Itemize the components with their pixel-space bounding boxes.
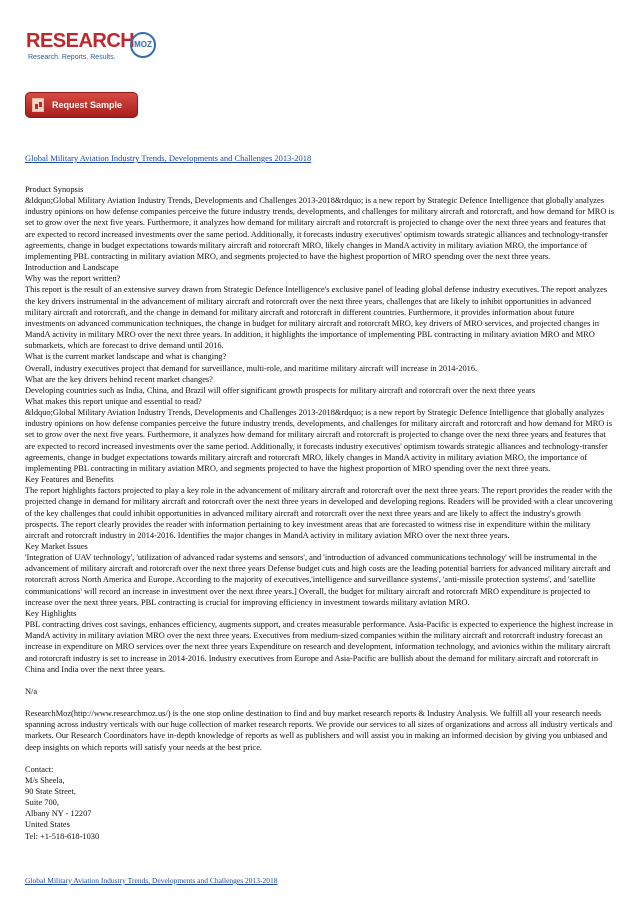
request-sample-label: Request Sample <box>52 100 123 110</box>
about-paragraph: ResearchMoz(http://www.researchmoz.us/) is the one stop online destination to find and buy market research reports & Industry Analysis. We fulfill all your research needs spanning across industry verticals with our huge collection of market research reports. We provide our services to all sizes of organizations and across all industry verticals and markets. Our Research Coordinators have in-depth knowledge of reports as well as publishers and will assist you in making an informed decision by giving you unbiased and deep insights on which reports will satisfy your needs at the best price. <box>25 709 613 752</box>
body-line: Key Highlights <box>25 608 77 618</box>
body-line: Product Synopsis <box>25 185 84 194</box>
body-line: What is the current market landscape and what is changing? <box>25 352 227 362</box>
body-line: 'Integration of UAV technology', 'utilization of advanced radar systems and sensors', and 'introduction of advanced communications technology' will be instrumental in the advancement of military aircraft and rotorcraft over the next three years Defense budget cuts and high costs are the leading potential barriers for advanced military aircraft and rotorcraft across North America and Europe. According to the majority of executives,'intelligence and surveillance systems', 'anti-missile protection systems', and 'satellite communications' will record an increase in investment over the next three years.] Overall, the budget for military aircraft and rotorcraft MRO expenditure is projected to increase over the next three years. PBL contracting is crucial for improving efficiency in investment towards military aviation MRO. <box>25 553 611 607</box>
footer-title-link[interactable]: Global Military Aviation Industry Trends, Developments and Challenges 2013-2018 <box>25 876 278 885</box>
researchmoz-logo <box>26 30 156 70</box>
body-line: Key Market Issues <box>25 542 88 551</box>
body-line: Introduction and Landscape <box>25 263 119 273</box>
body-line: Key Features and Benefits <box>25 475 114 485</box>
report-chart-icon <box>32 98 44 112</box>
body-line: Why was the report written? <box>25 274 121 284</box>
body-line: What are the key drivers behind recent market changes? <box>25 374 213 384</box>
report-title-link[interactable]: Global Military Aviation Industry Trends, Developments and Challenges 2013-2018 <box>25 153 312 163</box>
contact-line: 90 State Street, <box>25 786 76 796</box>
body-line: &ldquo;Global Military Aviation Industry Trends, Developments and Challenges 2013-2018&rdquo; is a new report by Strategic Defence Intelligence that globally analyzes industry opinions on how defense companies perceive the future industry trends, developments, and challenges for military aircraft and rotorcraft, and how demand for MRO is set to grow over the next five years. Furthermore, it analyzes how demand for military aircraft and rotorcraft is projected to change over the next three years and features that are expected to record increased investments over the same period. Additionally, it forecasts industry executives' optimism towards strategic alliances and technology-transfer agreements, change in budget expectations towards military aircraft and rotorcraft MRO, likely changes in MandA activity in military aviation MRO, the importance of implementing PBL contracting in military aviation MRO, and segments projected to have the highest proportion of MRO spending over the next three years. <box>25 196 615 261</box>
na-text: N/a <box>25 686 38 696</box>
body-line: PBL contracting drives cost savings, enhances efficiency, augments support, and creates measurable performance. Asia-Pacific is expected to experience the highest increase in MandA activity in military aviation MRO over the next three years. Executives from medium-sized companies within the military aircraft and rotorcraft industry forecast an increase in expenditure on MRO services over the next three years Expenditure on research and development, information technology, and avionics within the military aircraft and rotorcraft industry is set to increase in 2014-2016. Industry executives from Europe and Asia-Pacific are bullish about the demand for military aircraft and rotorcraft in China and India over the next three years. <box>25 620 614 674</box>
body-line: &ldquo;Global Military Aviation Industry Trends, Developments and Challenges 2013-2018&rdquo; is a new report by Strategic Defence Intelligence that globally analyzes industry opinions on how defense companies perceive the future industry trends, developments, and challenges for military aircraft and rotorcraft and how demand for MRO is set to grow over the next five years. Furthermore, it analyzes how demand for military aircraft and rotorcraft is projected to change over the next three years and features that are expected to record increased investments over the same period. Additionally, it forecasts industry executives' optimism towards strategic alliances and technology-transfer agreements, change in budget expectations towards military aircraft and rotorcraft MRO, likely changes in MandA activity in military aviation MRO, the importance of implementing PBL contracting in military aviation MRO, and segments projected to have the highest proportion of MRO spending over the next three years. <box>25 408 613 473</box>
logo-moz-badge: MOZ <box>130 32 156 58</box>
contact-line: Suite 700, <box>25 798 59 808</box>
contact-line: United States <box>25 820 70 830</box>
contact-line: Contact: <box>25 764 54 774</box>
contact-line: Tel: +1-518-618-1030 <box>25 831 100 841</box>
contact-block <box>25 764 615 842</box>
body-line: What makes this report unique and essential to read? <box>25 396 202 406</box>
report-content <box>25 184 615 842</box>
body-line: Developing countries such as India, China, and Brazil will offer significant growth prospects for military aircraft and rotorcraft over the next three years <box>25 385 536 395</box>
report-body <box>25 184 615 675</box>
contact-line: Albany NY - 12207 <box>25 809 92 819</box>
request-sample-button[interactable] <box>25 92 138 118</box>
body-line: Overall, industry executives project that demand for surveillance, multi-role, and maritime military aircraft will increase in 2014-2016. <box>25 363 478 373</box>
contact-line: M/s Sheela, <box>25 775 65 785</box>
logo-tagline: Research. Reports. Results. <box>28 54 116 61</box>
logo-wordmark: RESEARCH <box>26 30 135 52</box>
body-line: The report highlights factors projected to play a key role in the advancement of military aircraft and rotorcraft over the next three years. The report provides the reader with the projected change in demand for military aircraft and rotorcraft over the next three years in developed and developing regions. Readers will be provided with a clear uncovering of the key challenges that could inhibit opportunities in advanced military aircraft and rotorcraft over the next three years and are likely to affect the industry's growth prospects. The report clearly provides the reader with information pertaining to key investment areas that are forecasted to witness rise in expenditure within the military aircraft and rotorcraft industry in 2014-2016. Identifies the major changes in MandA activity in military aviation MRO over the next three years. <box>25 486 613 540</box>
body-line: This report is the result of an extensive survey drawn from Strategic Defence Intelligence's exclusive panel of leading global defense industry executives. The report analyzes the key drivers instrumental in the advancement of military aircraft and rotorcraft over the next three years, challenges that are likely to inhibit opportunities in advanced military aircraft and rotorcraft, and the change in demand for military aircraft and rotorcraft in different countries. Furthermore, it provides information about future investments on advanced communication techniques, the change in budget for military aircraft and rotorcraft MRO, key drivers of MRO services, and projected changes in MandA activity in military MRO over the next three years. In addition, it highlights the importance of implementing PBL contracting in military aviation MRO and MRO submarkets, which are forecast to drive demand until 2016. <box>25 285 608 351</box>
